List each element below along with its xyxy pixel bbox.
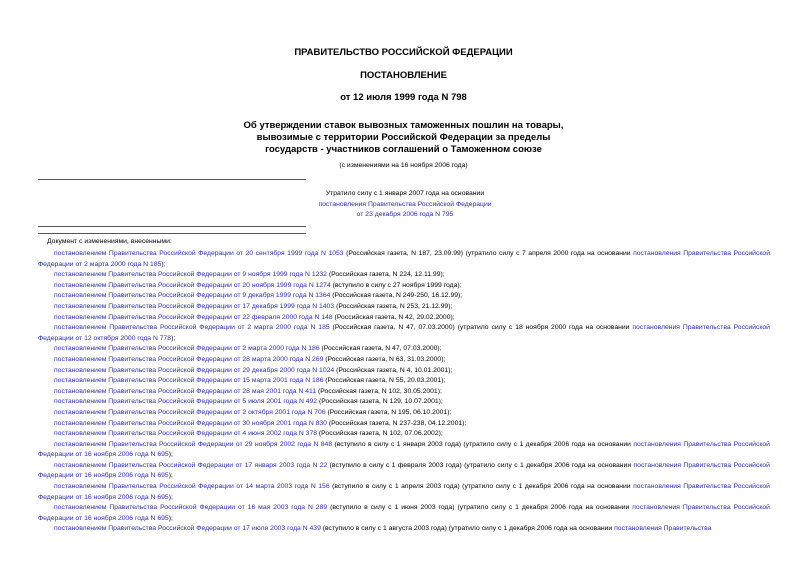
amendment-item [38, 397, 770, 408]
amendment-link[interactable]: постановлением Правительства Российской Федерации от 22 февраля 2000 года N 148 [54, 313, 333, 321]
amendment-text: (вступило в силу с 1 января 2003 года) (утратило силу с 1 декабря 2006 года на основании [332, 440, 634, 448]
amendment-repeal-link[interactable]: постановления Правительства [614, 525, 712, 533]
document-type: ПОСТАНОВЛЕНИЕ [360, 70, 447, 81]
amendment-text: (Российская газета, N 42, 29.02.2000); [332, 313, 455, 321]
amendment-repeal-link[interactable]: постановления Правительства Российской Федерации от 16 ноября 2006 года N 695 [38, 440, 770, 459]
amendment-link[interactable]: постановлением Правительства Российской Федерации от 5 июля 2001 года N 492 [54, 398, 318, 406]
amendment-text: (Российская газета, N 63, 31.03.2000); [323, 355, 446, 363]
divider [38, 233, 306, 234]
amendment-text: (вступило в силу с 27 ноября 1999 года); [330, 281, 462, 289]
amendment-item [38, 482, 770, 503]
amendment-item [38, 291, 770, 302]
amendment-text: (Российская газета, N 47, 07.03.2000); [319, 345, 442, 353]
amendment-text: (Российская газета, N 102, 07.06.2002); [317, 430, 443, 438]
divider [38, 179, 306, 180]
amendment-item [38, 387, 770, 398]
amendment-link[interactable]: постановлением Правительства Российской Федерации от 20 сентября 1999 года N 1053 [54, 250, 344, 257]
amendment-item [38, 461, 770, 482]
amendments-heading: Документ с изменениями, внесенными: [47, 238, 172, 245]
amendment-item [38, 281, 770, 292]
amendment-text: (вступило в силу с 1 февраля 2003 года) (утратило силу с 1 декабря 2006 года на основании [327, 461, 634, 469]
amendment-item [38, 503, 770, 524]
subject-line: вывозимые с территории Российской Федерации за пределы [256, 132, 551, 143]
amendment-item [38, 344, 770, 355]
amendment-text: (Российская газета, N 129, 10.07.2001); [317, 398, 443, 406]
subject-line: государств - участников соглашений о Таможенном союзе [265, 144, 542, 155]
amendment-repeal-link[interactable]: постановления Правительства Российской Федерации от 16 ноября 2006 года N 695 [38, 461, 770, 480]
amendment-link[interactable]: постановлением Правительства Российской Федерации от 17 декабря 1999 года N 1403 [54, 302, 335, 310]
amendment-text: (вступило в силу с 1 апреля 2003 года) (утратило силу с 1 декабря 2006 года на основании [329, 483, 634, 491]
amendment-tail: ); [168, 514, 173, 522]
amendment-tail: ); [161, 260, 166, 268]
amendment-item [38, 270, 770, 281]
subject-line: Об утверждении ставок вывозных таможенных пошлин на товары, [243, 120, 564, 131]
lost-force-text: Утратило силу с 1 января 2007 года на основании [325, 190, 485, 197]
amendment-item [38, 302, 770, 313]
lost-force-note [240, 189, 570, 221]
amendment-link[interactable]: постановлением Правительства Российской Федерации от 15 марта 2001 года N 186 [54, 377, 324, 385]
amendment-link[interactable]: постановлением Правительства Российской Федерации от 4 июня 2002 года N 378 [54, 430, 318, 438]
amendment-link[interactable]: постановлением Правительства Российской Федерации от 2 марта 2000 года N 186 [54, 345, 320, 353]
amendment-link[interactable]: постановлением Правительства Российской Федерации от 14 марта 2003 года N 156 [54, 483, 330, 491]
amendment-item [38, 524, 770, 535]
amendment-tail: ); [168, 451, 173, 459]
amendment-link[interactable]: постановлением Правительства Российской Федерации от 16 мая 2003 года N 289 [54, 504, 328, 512]
amendment-repeal-link[interactable]: постановления Правительства Российской Федерации от 12 октября 2000 года N 778 [38, 324, 770, 342]
amendment-item [38, 313, 770, 324]
document-date-number: от 12 июля 1999 года N 798 [340, 92, 467, 103]
amendment-repeal-link[interactable]: постановления Правительства Российской Федерации от 16 ноября 2006 года N 695 [38, 483, 770, 501]
amendment-tail: ); [168, 493, 173, 501]
amendment-text: (Российская газета, N 253, 21.12.99); [334, 302, 453, 310]
amendment-link[interactable]: постановлением Правительства Российской Федерации от 28 мая 2001 года N 411 [54, 387, 317, 395]
amendment-link[interactable]: постановлением Правительства Российской Федерации от 9 декабря 1999 года N 1364 [54, 292, 331, 300]
amendment-text: (Российская газета, N 237-238, 04.12.2001); [326, 419, 467, 427]
amendment-link[interactable]: постановлением Правительства Российской Федерации от 20 ноября 1999 года N 1274 [54, 281, 331, 289]
changes-note: (с изменениями на 16 ноября 2006 года) [339, 162, 468, 169]
amendment-text: (Российская газета, N 4, 10.01.2001); [334, 366, 453, 374]
amendment-link[interactable]: постановлением Правительства Российской Федерации от 9 ноября 1999 года N 1232 [54, 271, 327, 279]
amendment-item [38, 376, 770, 387]
amendment-item [38, 323, 770, 344]
amendment-link[interactable]: постановлением Правительства Российской Федерации от 30 ноября 2001 года N 830 [54, 419, 327, 427]
document-subject [0, 120, 807, 156]
amendment-text: (Российская газета, N 187, 23.09.99) (утратило силу с 7 апреля 2000 года на основании [343, 250, 634, 257]
amendment-text: (Российская газета, N 47, 07.03.2000) (утратило силу с 18 ноября 2000 года на основании [329, 324, 633, 332]
amendment-item [38, 440, 770, 461]
amendment-item [38, 366, 770, 377]
amendment-link[interactable]: постановлением Правительства Российской Федерации от 28 марта 2000 года N 269 [54, 355, 324, 363]
amendment-link[interactable]: постановлением Правительства Российской Федерации от 29 ноября 2002 года N 848 [54, 440, 333, 448]
amendment-text: (вступило в силу с 1 июня 2003 года) (утратило силу с 1 декабря 2006 года на основании [327, 504, 633, 512]
amendment-item [38, 249, 770, 270]
issuing-authority: ПРАВИТЕЛЬСТВО РОССИЙСКОЙ ФЕДЕРАЦИИ [294, 47, 513, 58]
amendment-repeal-link[interactable]: постановления Правительства Российской Федерации от 2 марта 2000 года N 185 [38, 250, 770, 268]
amendment-text: (Российская газета, N 195, 06.10.2001); [325, 408, 452, 416]
amendment-text: (Российская газета, N 224, 12.11.99); [326, 271, 445, 279]
amendment-item [38, 355, 770, 366]
amendment-tail: ); [171, 334, 176, 342]
amendment-link[interactable]: постановлением Правительства Российской Федерации от 29 декабря 2000 года N 1024 [54, 366, 335, 374]
amendment-text: (Российская газета, N 55, 20.03.2001); [323, 377, 446, 385]
amendment-link[interactable]: постановлением Правительства Российской Федерации от 17 июля 2003 года N 439 [54, 525, 321, 533]
amendment-link[interactable]: постановлением Правительства Российской Федерации от 2 октября 2001 года N 706 [54, 408, 326, 416]
amendment-tail: ); [168, 472, 173, 480]
amendment-item [38, 419, 770, 430]
amendment-item [38, 429, 770, 440]
amendment-link[interactable]: постановлением Правительства Российской Федерации от 17 января 2003 года N 22 [54, 461, 328, 469]
amendment-text: (Российская газета, N 102, 30.05.2001); [316, 387, 442, 395]
lost-force-link[interactable]: от 23 декабря 2006 года N 795 [356, 211, 454, 218]
amendment-repeal-link[interactable]: постановления Правительства Российской Федерации от 16 ноября 2006 года N 695 [38, 504, 770, 522]
amendment-link[interactable]: постановлением Правительства Российской Федерации от 2 марта 2000 года N 185 [54, 324, 330, 332]
lost-force-link[interactable]: постановления Правительства Российской Федерации [318, 200, 492, 208]
amendment-text: (Российская газета, N 249-250, 16.12.99); [330, 292, 463, 300]
amendments-list [38, 249, 770, 535]
amendment-item [38, 408, 770, 419]
divider [38, 226, 306, 227]
amendment-text: (вступило в силу с 1 августа 2003 года) (утратило силу с 1 декабря 2006 года на основании [320, 525, 615, 533]
